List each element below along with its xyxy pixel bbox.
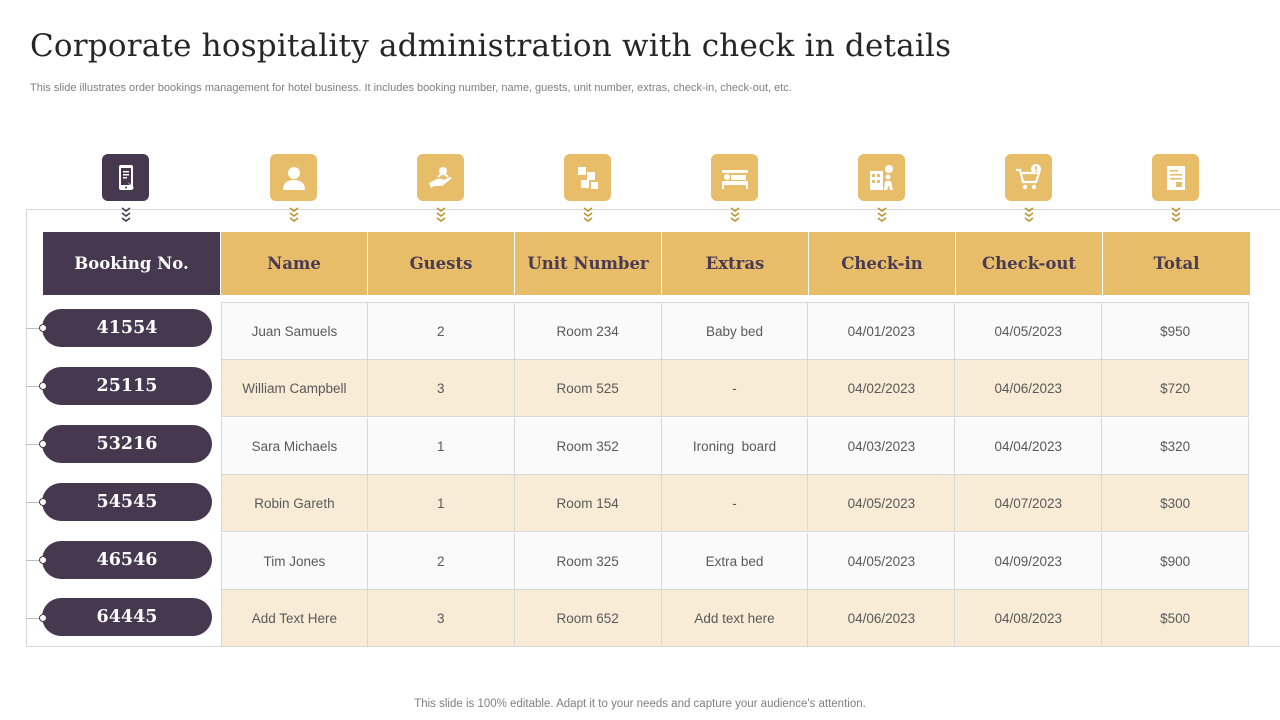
cell-extras: Extra bed xyxy=(662,533,809,589)
cell-check-in: 04/01/2023 xyxy=(808,303,955,359)
cell-check-in: 04/05/2023 xyxy=(808,533,955,589)
header-booking-no: Booking No. xyxy=(43,232,221,295)
cell-check-out: 04/04/2023 xyxy=(955,418,1102,474)
column-icon-unit xyxy=(564,154,611,223)
header-guests: Guests xyxy=(368,232,515,295)
column-icon-checkin xyxy=(858,154,905,223)
cell-name: Tim Jones xyxy=(221,533,368,589)
connector-dot xyxy=(39,556,47,564)
cell-total: $300 xyxy=(1102,475,1249,531)
cell-check-out: 04/09/2023 xyxy=(955,533,1102,589)
cell-guests: 1 xyxy=(368,475,515,531)
user-icon xyxy=(270,154,317,201)
connector-line xyxy=(26,386,40,387)
hotel-checkin-icon xyxy=(858,154,905,201)
cell-guests: 3 xyxy=(368,360,515,416)
table-row xyxy=(221,303,1249,360)
cell-name: Robin Gareth xyxy=(221,475,368,531)
connector-dot xyxy=(39,498,47,506)
cell-extras: Baby bed xyxy=(662,303,809,359)
header-total: Total xyxy=(1103,232,1250,295)
chevron-down-icon xyxy=(287,205,301,223)
cell-name: William Campbell xyxy=(221,360,368,416)
unit-blocks-icon xyxy=(564,154,611,201)
chevron-down-icon xyxy=(875,205,889,223)
chevron-down-icon xyxy=(581,205,595,223)
column-icon-booking xyxy=(102,154,149,223)
connector-dot xyxy=(39,324,47,332)
column-icon-extras xyxy=(711,154,758,223)
header-unit-number: Unit Number xyxy=(515,232,662,295)
cell-name: Sara Michaels xyxy=(221,418,368,474)
invoice-icon xyxy=(1152,154,1199,201)
booking-no-pill: 54545 xyxy=(42,483,212,521)
column-icon-guests xyxy=(417,154,464,223)
connector-line xyxy=(26,502,40,503)
header-check-out: Check-out xyxy=(956,232,1103,295)
footer-note: This slide is 100% editable. Adapt it to your needs and capture your audience's attention. xyxy=(414,698,866,710)
table-row xyxy=(221,360,1249,417)
cell-name: Add Text Here xyxy=(221,590,368,646)
connector-line xyxy=(26,560,40,561)
table-row xyxy=(221,533,1249,590)
header-name: Name xyxy=(221,232,368,295)
cell-check-in: 04/06/2023 xyxy=(808,590,955,646)
page-title: Corporate hospitality administration with check in details xyxy=(30,28,952,64)
column-icon-checkout xyxy=(1005,154,1052,223)
cell-check-in: 04/02/2023 xyxy=(808,360,955,416)
table-row xyxy=(221,475,1249,532)
cell-extras: Add text here xyxy=(662,590,809,646)
cell-unit: Room 234 xyxy=(515,303,662,359)
cell-total: $500 xyxy=(1102,590,1249,646)
cell-unit: Room 652 xyxy=(515,590,662,646)
cell-total: $720 xyxy=(1102,360,1249,416)
cell-check-out: 04/05/2023 xyxy=(955,303,1102,359)
cell-unit: Room 352 xyxy=(515,418,662,474)
cell-guests: 1 xyxy=(368,418,515,474)
cell-check-in: 04/05/2023 xyxy=(808,475,955,531)
connector-line xyxy=(26,444,40,445)
cell-check-out: 04/07/2023 xyxy=(955,475,1102,531)
mobile-booking-icon xyxy=(102,154,149,201)
chevron-down-icon xyxy=(728,205,742,223)
table-row xyxy=(221,418,1249,475)
cell-check-out: 04/06/2023 xyxy=(955,360,1102,416)
hand-service-icon xyxy=(417,154,464,201)
booking-no-pill: 64445 xyxy=(42,598,212,636)
cell-unit: Room 154 xyxy=(515,475,662,531)
cell-guests: 2 xyxy=(368,533,515,589)
cell-check-out: 04/08/2023 xyxy=(955,590,1102,646)
booking-no-pill: 25115 xyxy=(42,367,212,405)
cell-extras: - xyxy=(662,475,809,531)
connector-line xyxy=(26,328,40,329)
connector-dot xyxy=(39,440,47,448)
bed-icon xyxy=(711,154,758,201)
cell-check-in: 04/03/2023 xyxy=(808,418,955,474)
column-icon-name xyxy=(270,154,317,223)
cart-checkout-icon xyxy=(1005,154,1052,201)
booking-no-pill: 41554 xyxy=(42,309,212,347)
header-check-in: Check-in xyxy=(809,232,956,295)
page-subtitle: This slide illustrates order bookings management for hotel business. It includes booking number, name, guests, unit number, extras, check-in, check-out, etc. xyxy=(30,82,792,94)
cell-guests: 2 xyxy=(368,303,515,359)
cell-unit: Room 525 xyxy=(515,360,662,416)
connector-line xyxy=(26,618,40,619)
connector-dot xyxy=(39,382,47,390)
cell-total: $320 xyxy=(1102,418,1249,474)
chevron-down-icon xyxy=(1022,205,1036,223)
cell-name: Juan Samuels xyxy=(221,303,368,359)
header-extras: Extras xyxy=(662,232,809,295)
cell-total: $900 xyxy=(1102,533,1249,589)
chevron-down-icon xyxy=(1169,205,1183,223)
chevron-down-icon xyxy=(434,205,448,223)
cell-extras: - xyxy=(662,360,809,416)
cell-unit: Room 325 xyxy=(515,533,662,589)
booking-no-pill: 46546 xyxy=(42,541,212,579)
cell-extras: Ironing board xyxy=(662,418,809,474)
cell-total: $950 xyxy=(1102,303,1249,359)
connector-dot xyxy=(39,614,47,622)
booking-no-pill: 53216 xyxy=(42,425,212,463)
chevron-down-icon xyxy=(119,205,133,223)
table-row xyxy=(221,590,1249,647)
cell-guests: 3 xyxy=(368,590,515,646)
column-icon-total xyxy=(1152,154,1199,223)
